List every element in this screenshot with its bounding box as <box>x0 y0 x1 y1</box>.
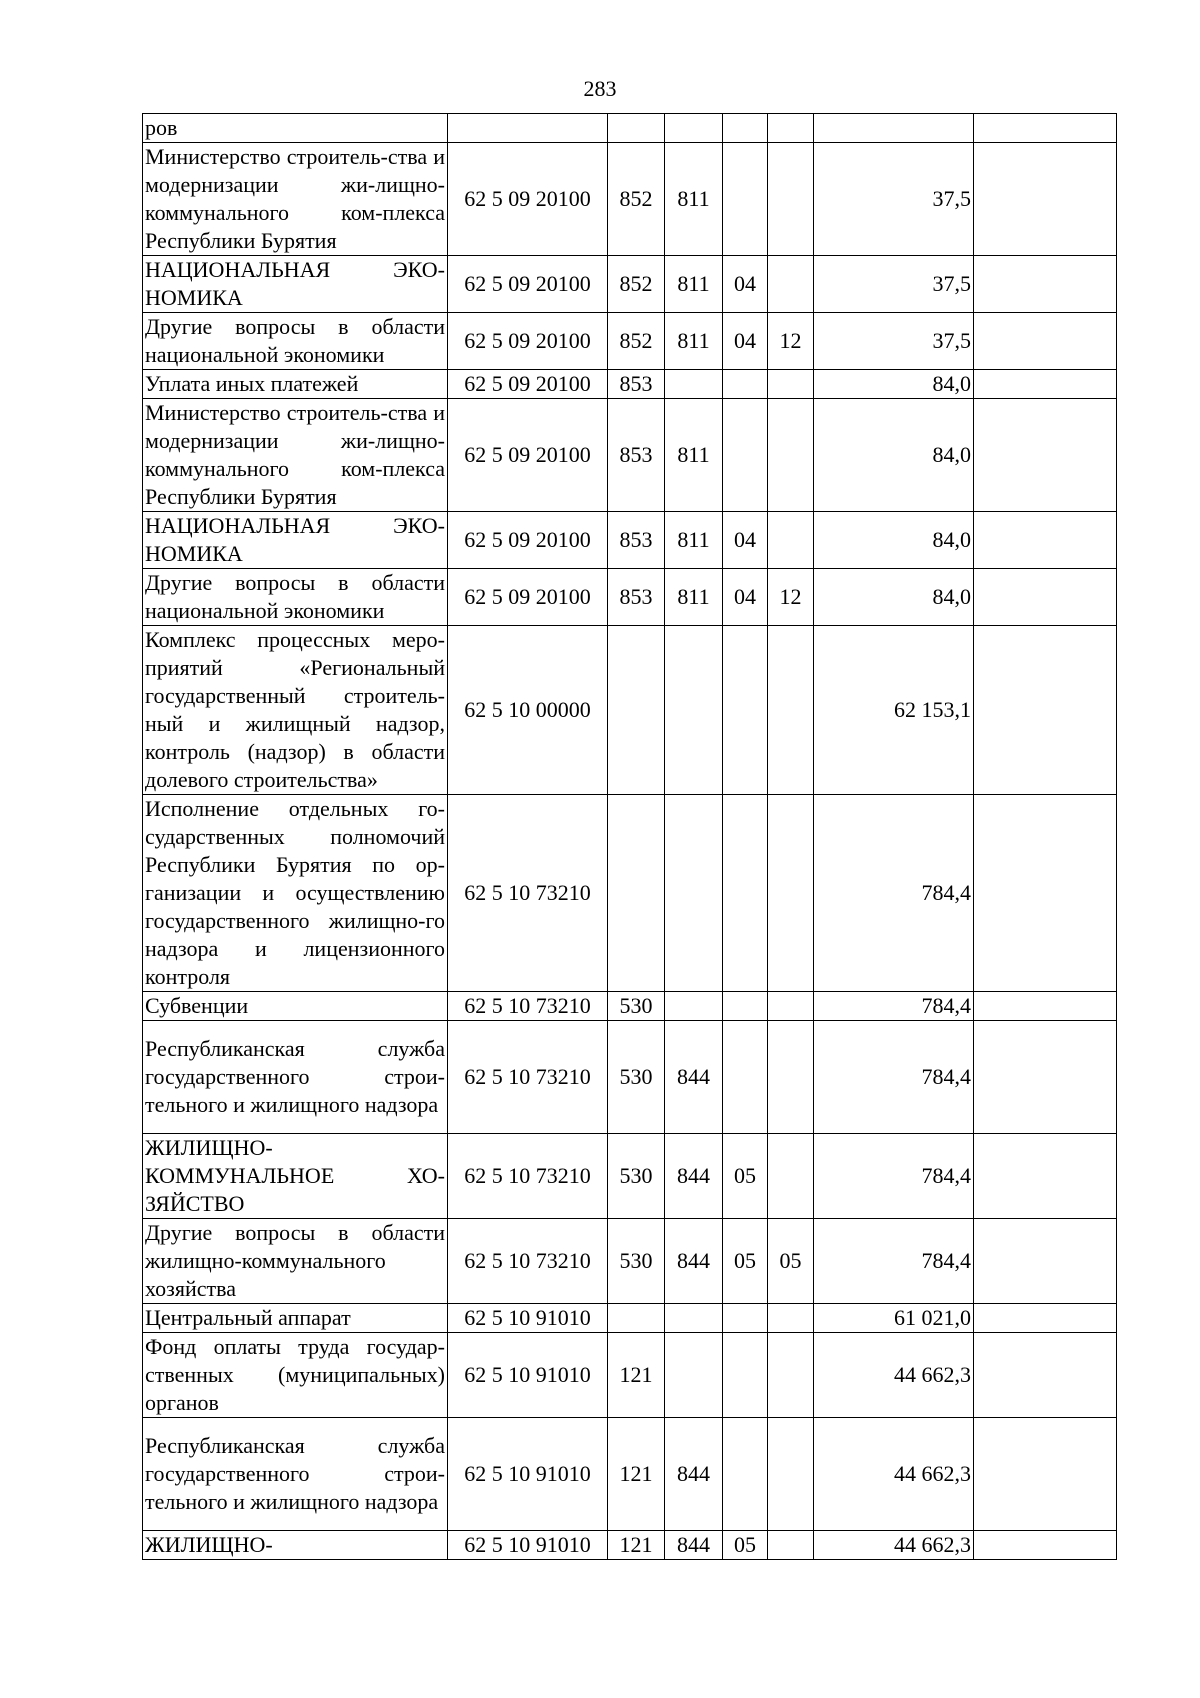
row-code-cell <box>448 114 608 143</box>
row-vr-cell <box>608 1304 665 1333</box>
row-vr-cell: 852 <box>608 143 665 256</box>
row-rz-cell: 04 <box>723 313 768 370</box>
table-row <box>143 399 1117 512</box>
row-sum-cell: 84,0 <box>814 370 974 399</box>
row-vr-cell: 530 <box>608 1134 665 1219</box>
row-code-cell: 62 5 09 20100 <box>448 313 608 370</box>
row-sum-cell: 784,4 <box>814 1219 974 1304</box>
row-vr-cell: 530 <box>608 1021 665 1134</box>
row-vr-cell: 121 <box>608 1333 665 1418</box>
row-grbs-cell <box>665 795 723 992</box>
row-rz-cell <box>723 1333 768 1418</box>
row-pr-cell <box>768 512 814 569</box>
row-grbs-cell: 844 <box>665 1219 723 1304</box>
row-rz-cell: 04 <box>723 512 768 569</box>
table-row <box>143 114 1117 143</box>
row-sum-cell: 784,4 <box>814 1021 974 1134</box>
row-code-cell: 62 5 10 91010 <box>448 1304 608 1333</box>
table-row <box>143 795 1117 992</box>
row-grbs-cell: 844 <box>665 1418 723 1531</box>
row-grbs-cell: 811 <box>665 256 723 313</box>
row-pr-cell <box>768 1134 814 1219</box>
row-name-cell: ЖИЛИЩНО- <box>143 1531 448 1560</box>
row-grbs-cell: 811 <box>665 569 723 626</box>
row-code-cell: 62 5 09 20100 <box>448 256 608 313</box>
row-vr-cell <box>608 795 665 992</box>
row-rz-cell <box>723 1418 768 1531</box>
row-rz-cell <box>723 114 768 143</box>
table-row <box>143 370 1117 399</box>
row-grbs-cell <box>665 1304 723 1333</box>
row-rz-cell <box>723 1304 768 1333</box>
row-pr-cell <box>768 626 814 795</box>
row-sum-cell: 44 662,3 <box>814 1418 974 1531</box>
row-name-cell: Исполнение отдельных го-сударственных полномочий Республики Бурятия по ор-ганизации и осуществлению государственного жилищно-го надзора и лицензионного контроля <box>143 795 448 992</box>
row-code-cell: 62 5 10 73210 <box>448 1134 608 1219</box>
row-pr-cell <box>768 1531 814 1560</box>
row-vr-cell <box>608 114 665 143</box>
row-vr-cell: 121 <box>608 1418 665 1531</box>
row-grbs-cell: 811 <box>665 143 723 256</box>
row-sum-cell: 784,4 <box>814 1134 974 1219</box>
table-row <box>143 1134 1117 1219</box>
table-row <box>143 1021 1117 1134</box>
row-code-cell: 62 5 09 20100 <box>448 569 608 626</box>
row-vr-cell: 853 <box>608 569 665 626</box>
row-name-cell: НАЦИОНАЛЬНАЯ ЭКО-НОМИКА <box>143 512 448 569</box>
row-pr-cell <box>768 1021 814 1134</box>
row-name-cell: Другие вопросы в области национальной экономики <box>143 569 448 626</box>
row-sum-cell <box>814 114 974 143</box>
row-empty-cell <box>974 1219 1117 1304</box>
row-pr-cell <box>768 795 814 992</box>
row-empty-cell <box>974 313 1117 370</box>
row-rz-cell <box>723 370 768 399</box>
row-vr-cell: 530 <box>608 1219 665 1304</box>
row-rz-cell <box>723 626 768 795</box>
row-pr-cell <box>768 1333 814 1418</box>
row-code-cell: 62 5 10 91010 <box>448 1531 608 1560</box>
table-row <box>143 569 1117 626</box>
table-row <box>143 1219 1117 1304</box>
row-sum-cell: 44 662,3 <box>814 1333 974 1418</box>
row-code-cell: 62 5 10 91010 <box>448 1333 608 1418</box>
row-sum-cell: 37,5 <box>814 256 974 313</box>
row-sum-cell: 784,4 <box>814 992 974 1021</box>
row-name-cell: Министерство строитель-ства и модернизации жи-лищно-коммунального ком-плекса Республики Бурятия <box>143 399 448 512</box>
row-vr-cell: 852 <box>608 256 665 313</box>
row-grbs-cell: 844 <box>665 1531 723 1560</box>
row-pr-cell <box>768 1418 814 1531</box>
row-grbs-cell: 811 <box>665 313 723 370</box>
row-pr-cell <box>768 992 814 1021</box>
row-vr-cell: 121 <box>608 1531 665 1560</box>
row-sum-cell: 84,0 <box>814 399 974 512</box>
row-sum-cell: 37,5 <box>814 143 974 256</box>
page-number: 283 <box>583 76 617 101</box>
row-rz-cell <box>723 399 768 512</box>
row-grbs-cell: 811 <box>665 512 723 569</box>
row-name-cell: Республиканская служба государственного строи-тельного и жилищного надзора <box>143 1418 448 1531</box>
table-row <box>143 143 1117 256</box>
row-pr-cell <box>768 143 814 256</box>
table-row <box>143 313 1117 370</box>
row-vr-cell: 853 <box>608 370 665 399</box>
row-pr-cell: 12 <box>768 313 814 370</box>
row-sum-cell: 784,4 <box>814 795 974 992</box>
row-empty-cell <box>974 569 1117 626</box>
row-empty-cell <box>974 114 1117 143</box>
table-row <box>143 992 1117 1021</box>
row-name-cell: Уплата иных платежей <box>143 370 448 399</box>
row-sum-cell: 62 153,1 <box>814 626 974 795</box>
table-row <box>143 1304 1117 1333</box>
table-row <box>143 1333 1117 1418</box>
row-pr-cell <box>768 370 814 399</box>
row-name-cell: ЖИЛИЩНО-КОММУНАЛЬНОЕ ХО-ЗЯЙСТВО <box>143 1134 448 1219</box>
row-grbs-cell: 844 <box>665 1021 723 1134</box>
row-rz-cell: 05 <box>723 1134 768 1219</box>
row-rz-cell <box>723 143 768 256</box>
row-name-cell: Субвенции <box>143 992 448 1021</box>
row-sum-cell: 44 662,3 <box>814 1531 974 1560</box>
row-empty-cell <box>974 1531 1117 1560</box>
row-name-cell: Комплекс процессных меро-приятий «Региональный государственный строитель-ный и жилищный надзор, контроль (надзор) в области долевого строительства» <box>143 626 448 795</box>
row-grbs-cell: 844 <box>665 1134 723 1219</box>
row-code-cell: 62 5 10 73210 <box>448 795 608 992</box>
row-name-cell: Республиканская служба государственного строи-тельного и жилищного надзора <box>143 1021 448 1134</box>
row-rz-cell: 04 <box>723 256 768 313</box>
row-pr-cell <box>768 114 814 143</box>
row-code-cell: 62 5 09 20100 <box>448 370 608 399</box>
row-name-cell: Другие вопросы в области национальной экономики <box>143 313 448 370</box>
row-empty-cell <box>974 1021 1117 1134</box>
row-pr-cell: 05 <box>768 1219 814 1304</box>
row-vr-cell <box>608 626 665 795</box>
row-grbs-cell <box>665 1333 723 1418</box>
row-rz-cell: 05 <box>723 1531 768 1560</box>
row-name-cell: Министерство строитель-ства и модернизации жи-лищно-коммунального ком-плекса Республики Бурятия <box>143 143 448 256</box>
row-code-cell: 62 5 09 20100 <box>448 512 608 569</box>
row-code-cell: 62 5 09 20100 <box>448 399 608 512</box>
row-name-cell: Фонд оплаты труда государ-ственных (муниципальных) органов <box>143 1333 448 1418</box>
row-code-cell: 62 5 10 73210 <box>448 1219 608 1304</box>
row-code-cell: 62 5 10 73210 <box>448 1021 608 1134</box>
row-empty-cell <box>974 399 1117 512</box>
row-empty-cell <box>974 1134 1117 1219</box>
row-name-cell: ров <box>143 114 448 143</box>
row-rz-cell <box>723 795 768 992</box>
row-code-cell: 62 5 10 00000 <box>448 626 608 795</box>
row-empty-cell <box>974 1333 1117 1418</box>
row-grbs-cell <box>665 626 723 795</box>
row-rz-cell: 04 <box>723 569 768 626</box>
row-grbs-cell: 811 <box>665 399 723 512</box>
row-vr-cell: 853 <box>608 512 665 569</box>
row-pr-cell <box>768 1304 814 1333</box>
row-vr-cell: 852 <box>608 313 665 370</box>
table-row <box>143 1418 1117 1531</box>
row-code-cell: 62 5 10 73210 <box>448 992 608 1021</box>
table-row <box>143 256 1117 313</box>
row-code-cell: 62 5 10 91010 <box>448 1418 608 1531</box>
row-vr-cell: 853 <box>608 399 665 512</box>
row-empty-cell <box>974 1304 1117 1333</box>
row-sum-cell: 37,5 <box>814 313 974 370</box>
row-empty-cell <box>974 256 1117 313</box>
budget-table <box>142 113 1117 1560</box>
row-pr-cell: 12 <box>768 569 814 626</box>
row-rz-cell <box>723 1021 768 1134</box>
row-grbs-cell <box>665 114 723 143</box>
row-sum-cell: 61 021,0 <box>814 1304 974 1333</box>
row-code-cell: 62 5 09 20100 <box>448 143 608 256</box>
row-empty-cell <box>974 795 1117 992</box>
row-vr-cell: 530 <box>608 992 665 1021</box>
table-row <box>143 626 1117 795</box>
row-name-cell: Центральный аппарат <box>143 1304 448 1333</box>
row-empty-cell <box>974 626 1117 795</box>
table-row <box>143 512 1117 569</box>
row-empty-cell <box>974 370 1117 399</box>
row-pr-cell <box>768 256 814 313</box>
row-sum-cell: 84,0 <box>814 569 974 626</box>
table-body <box>143 114 1117 1560</box>
row-empty-cell <box>974 143 1117 256</box>
row-empty-cell <box>974 1418 1117 1531</box>
row-name-cell: НАЦИОНАЛЬНАЯ ЭКО-НОМИКА <box>143 256 448 313</box>
row-name-cell: Другие вопросы в области жилищно-коммунального хозяйства <box>143 1219 448 1304</box>
row-grbs-cell <box>665 992 723 1021</box>
row-empty-cell <box>974 512 1117 569</box>
table-row <box>143 1531 1117 1560</box>
row-pr-cell <box>768 399 814 512</box>
row-empty-cell <box>974 992 1117 1021</box>
row-grbs-cell <box>665 370 723 399</box>
row-rz-cell <box>723 992 768 1021</box>
row-rz-cell: 05 <box>723 1219 768 1304</box>
row-sum-cell: 84,0 <box>814 512 974 569</box>
